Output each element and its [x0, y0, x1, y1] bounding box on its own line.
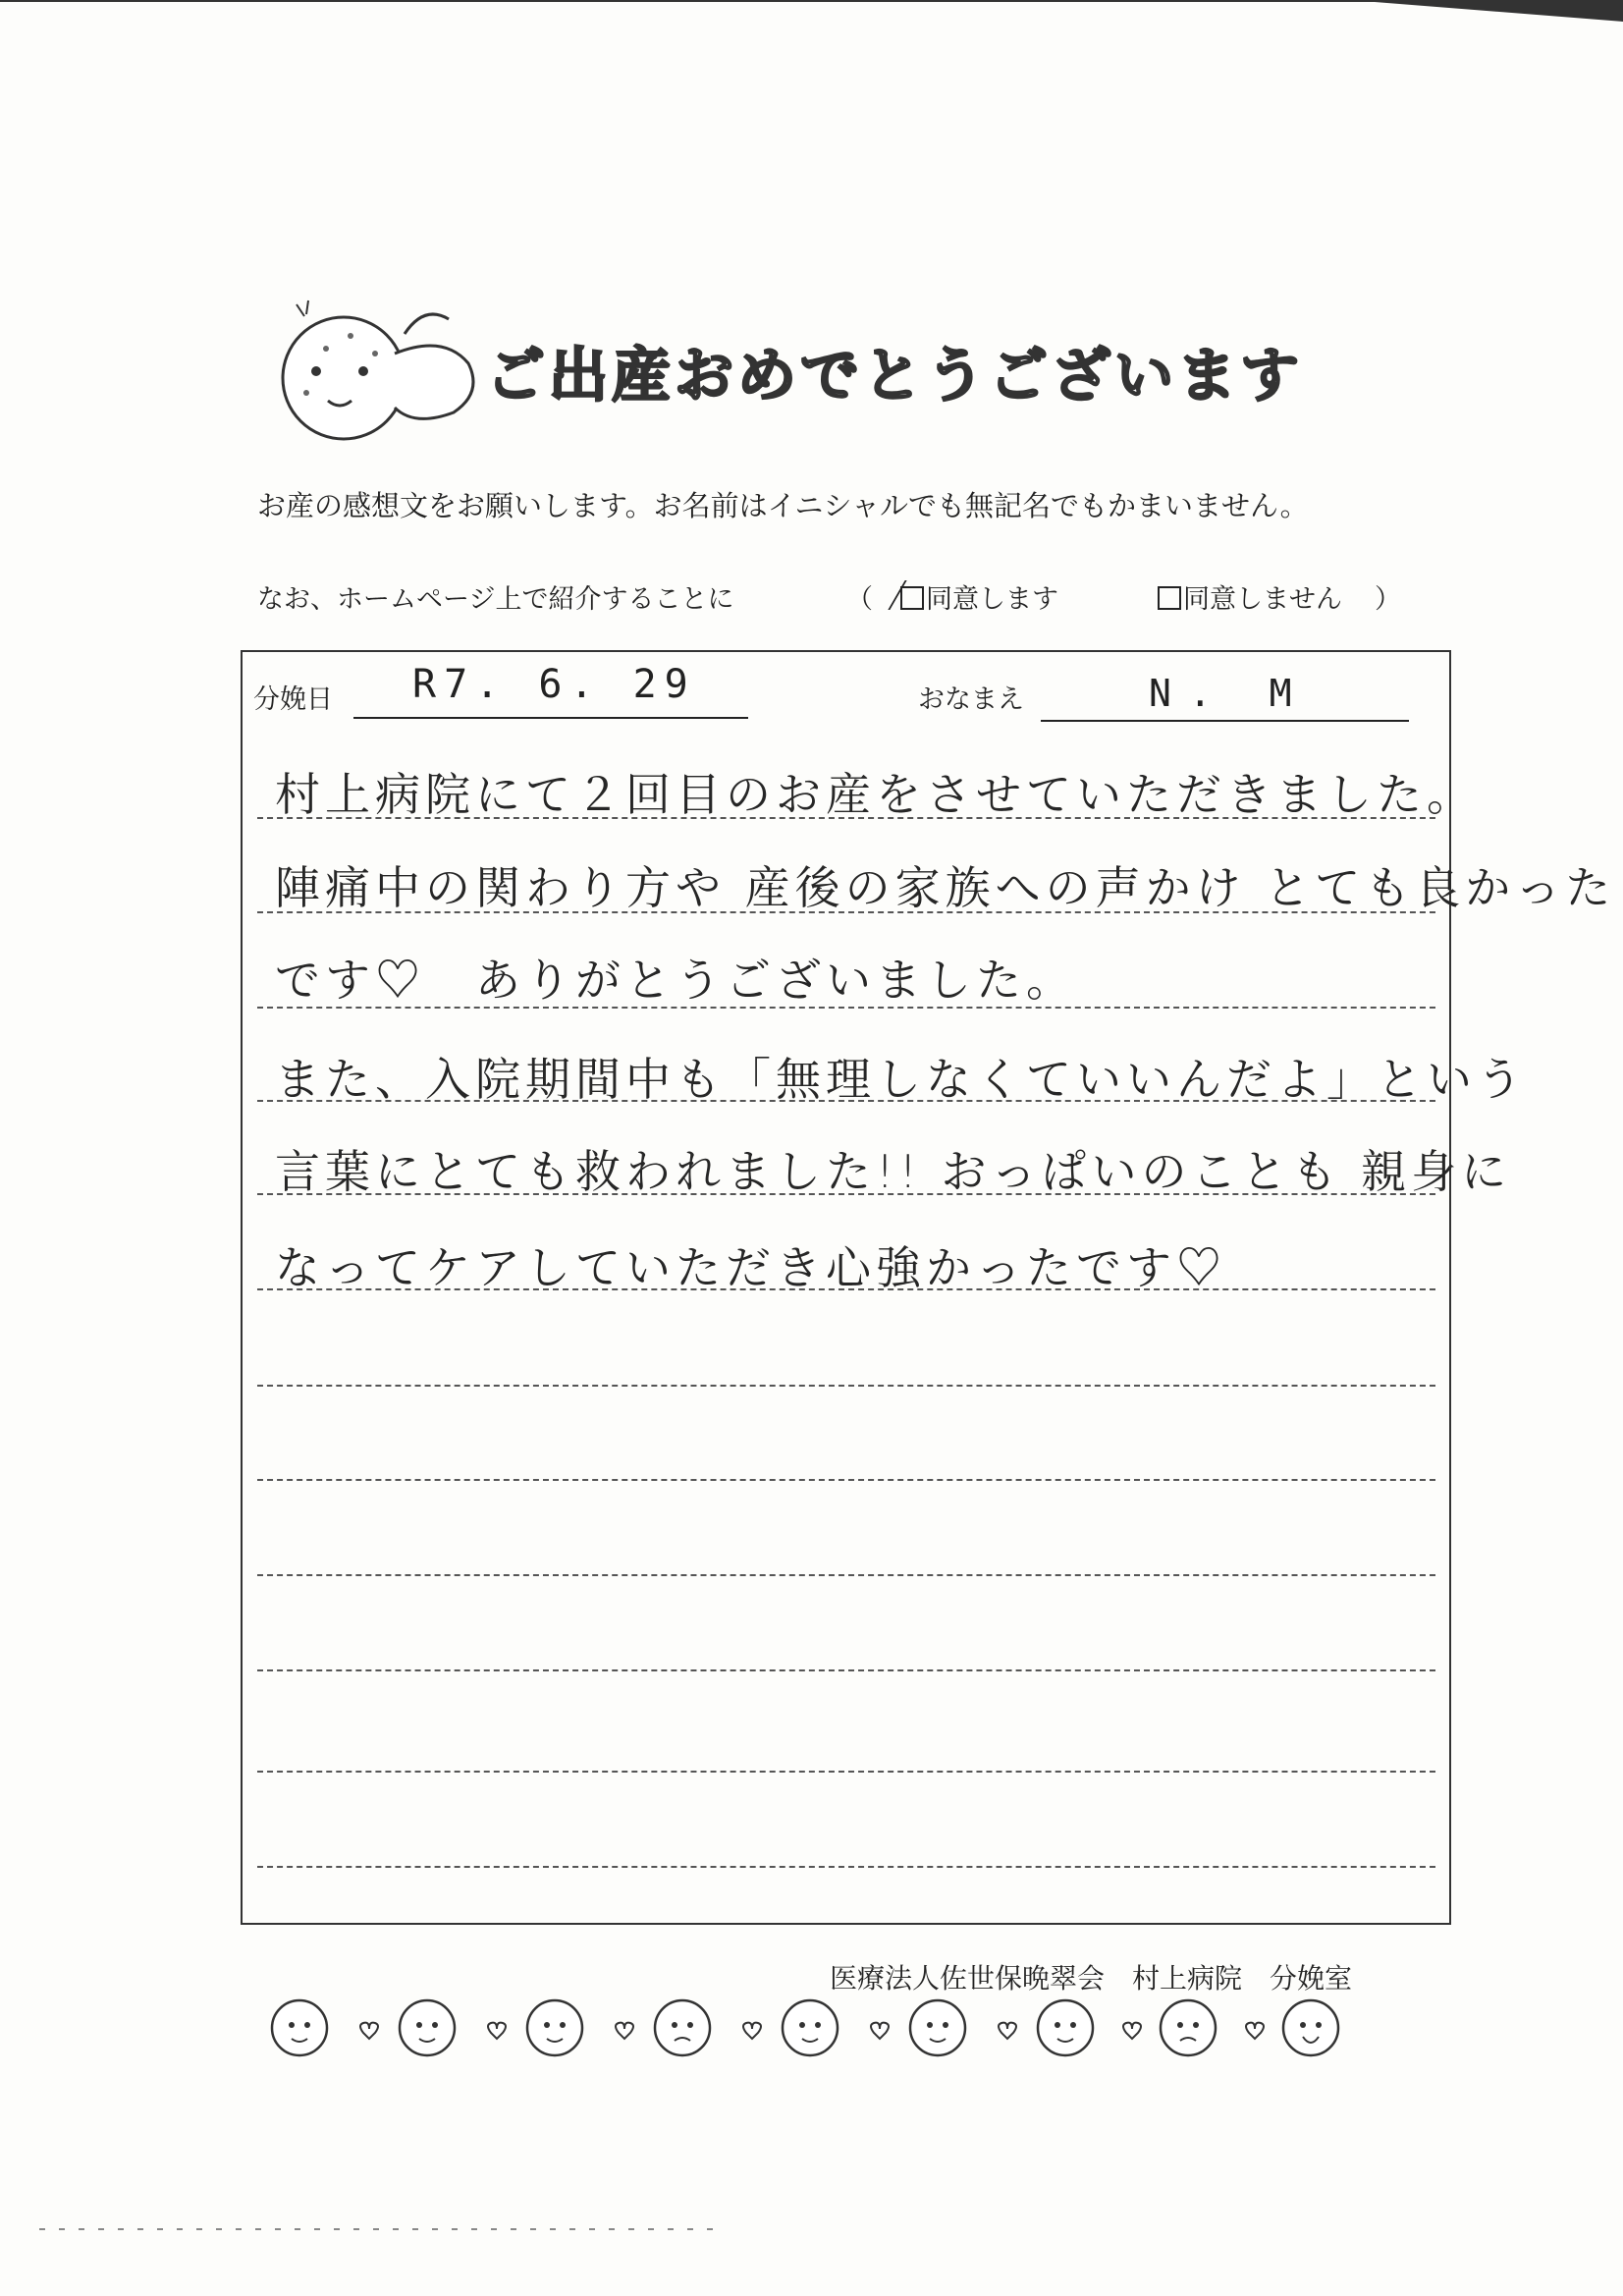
- page-title: ご出産おめでとうございます: [486, 342, 1303, 410]
- comment-line-6: なってケアしていただき心強かったです♡: [275, 1241, 1226, 1294]
- ruled-line: [257, 1100, 1435, 1102]
- baby-logo-icon: [257, 295, 493, 452]
- delivery-date-value[interactable]: R7. 6. 29: [412, 662, 696, 707]
- name-underline: [1041, 720, 1409, 722]
- comment-line-3: です♡ ありがとうございました。: [275, 954, 1076, 1007]
- comment-line-4: また、入院期間中も「無理しなくていいんだよ」という: [275, 1053, 1527, 1106]
- ruled-line: [257, 817, 1435, 819]
- ruled-line: [257, 1574, 1435, 1576]
- delivery-date-underline: [353, 717, 748, 719]
- agree-checkbox[interactable]: [900, 586, 924, 610]
- consent-row: [257, 577, 1435, 617]
- consent-disagree-option[interactable]: [1158, 577, 1342, 616]
- ruled-line: [257, 1669, 1435, 1671]
- ruled-line: [257, 1385, 1435, 1387]
- consent-open-paren: （: [846, 584, 873, 615]
- comment-line-2: 陣痛中の関わり方や 産後の家族への声かけ とても良かった: [275, 861, 1616, 914]
- scan-noise: [39, 2219, 727, 2239]
- consent-question: なお、ホームページ上で紹介することに: [257, 584, 734, 615]
- consent-agree-option[interactable]: [900, 577, 1058, 616]
- disagree-label: 同意しません: [1183, 584, 1342, 615]
- comment-line-5: 言葉にとても救われました!! おっぱいのことも 親身に: [275, 1145, 1512, 1198]
- disagree-checkbox[interactable]: [1158, 586, 1181, 610]
- comment-line-1: 村上病院にて２回目のお産をさせていただきました。: [275, 768, 1477, 821]
- name-label: おなまえ: [918, 684, 1024, 715]
- intro-text: お産の感想文をお願いします。お名前はイニシャルでも無記名でもかまいません。: [257, 489, 1309, 522]
- ruled-line: [257, 1007, 1435, 1009]
- name-value[interactable]: N. M: [1149, 672, 1310, 715]
- baby-faces-border: [270, 1984, 1438, 2082]
- ruled-line: [257, 1288, 1435, 1290]
- agree-label: 同意します: [926, 584, 1058, 615]
- ruled-line: [257, 911, 1435, 913]
- institution-name: 医療法人佐世保晩翠会 村上病院 分娩室: [830, 1962, 1353, 1995]
- ruled-line: [257, 1866, 1435, 1868]
- ruled-line: [257, 1479, 1435, 1481]
- scan-top-edge: [0, 0, 1623, 39]
- ruled-line: [257, 1771, 1435, 1773]
- consent-close-paren: ）: [1375, 584, 1401, 615]
- ruled-line: [257, 1193, 1435, 1195]
- delivery-date-label: 分娩日: [253, 684, 333, 715]
